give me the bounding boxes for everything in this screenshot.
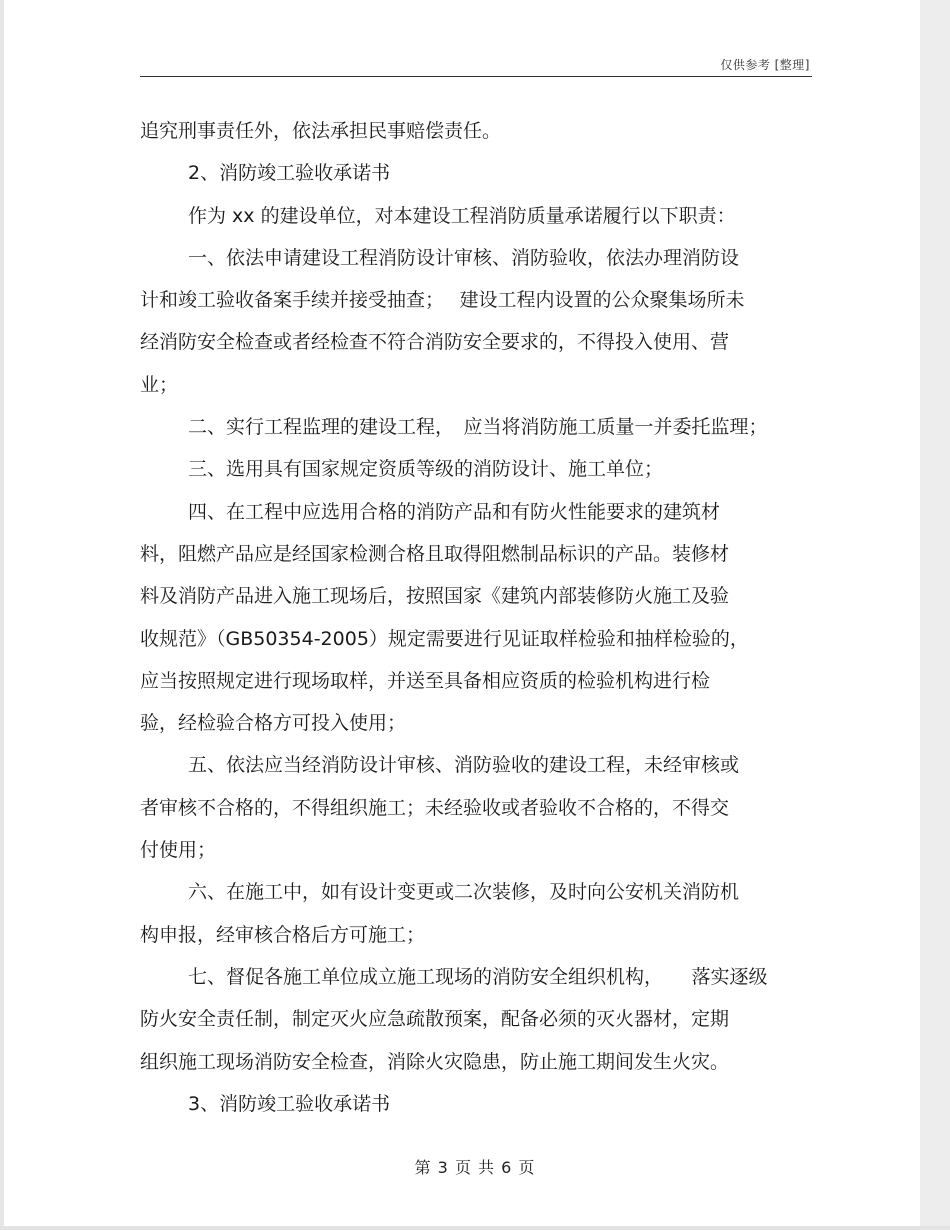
text-line: 验，经检验合格方可投入使用； xyxy=(140,712,407,735)
text-line: 四、在工程中应选用合格的消防产品和有防火性能要求的建筑材 xyxy=(188,500,721,523)
text-line: 七、督促各施工单位成立施工现场的消防安全组织机构， 落实逐级 xyxy=(188,965,768,988)
text-line: 料及消防产品进入施工现场后，按照国家《建筑内部装修防火施工及验 xyxy=(140,585,730,608)
document-body xyxy=(140,110,812,1125)
text-line: 组织施工现场消防安全检查，消除火灾隐患，防止施工期间发生火灾。 xyxy=(140,1050,730,1073)
text-line: 经消防安全检查或者经检查不符合消防安全要求的，不得投入使用、营 xyxy=(140,331,730,354)
text-line: 付使用； xyxy=(140,839,217,862)
text-line: 者审核不合格的，不得组织施工；未经验收或者验收不合格的，不得交 xyxy=(140,796,730,819)
text-line: 追究刑事责任外，依法承担民事赔偿责任。 xyxy=(140,120,502,142)
text-line: 防火安全责任制，制定灭火应急疏散预案，配备必须的灭火器材，定期 xyxy=(140,1008,730,1031)
text-line: 二、实行工程监理的建设工程， 应当将消防施工质量一并委托监理； xyxy=(188,416,768,439)
page-edge-right xyxy=(920,0,950,1230)
text-line: 五、依法应当经消防设计审核、消防验收的建设工程，未经审核或 xyxy=(188,754,740,777)
text-line: 3、消防竣工验收承诺书 xyxy=(188,1092,391,1115)
text-line: 计和竣工验收备案手续并接受抽查； 建设工程内设置的公众聚集场所未 xyxy=(140,289,745,312)
page-footer: 第 3 页 共 6 页 xyxy=(414,1158,536,1177)
text-line: 三、选用具有国家规定资质等级的消防设计、施工单位； xyxy=(188,458,664,481)
text-line: 构申报，经审核合格后方可施工； xyxy=(140,923,426,946)
text-line: 一、依法申请建设工程消防设计审核、消防验收，依法办理消防设 xyxy=(188,246,740,269)
page-header: 仅供参考 [整理] xyxy=(720,58,810,72)
text-line: 应当按照规定进行现场取样，并送至具备相应资质的检验机构进行检 xyxy=(140,669,711,692)
page-edge-bottom xyxy=(0,1226,950,1230)
text-line: 2、消防竣工验收承诺书 xyxy=(188,162,391,185)
text-line: 料，阻燃产品应是经国家检测合格且取得阻燃制品标识的产品。装修材 xyxy=(140,542,730,565)
header-divider xyxy=(140,76,812,77)
text-line: 作为 xx 的建设单位，对本建设工程消防质量承诺履行以下职责： xyxy=(188,204,736,227)
text-line: 六、在施工中，如有设计变更或二次装修，及时向公安机关消防机 xyxy=(188,881,740,904)
page-edge-left xyxy=(0,0,4,1230)
text-line: 收规范》（GB50354-2005）规定需要进行见证取样检验和抽样检验的， xyxy=(140,627,749,650)
text-line: 业； xyxy=(140,373,179,396)
